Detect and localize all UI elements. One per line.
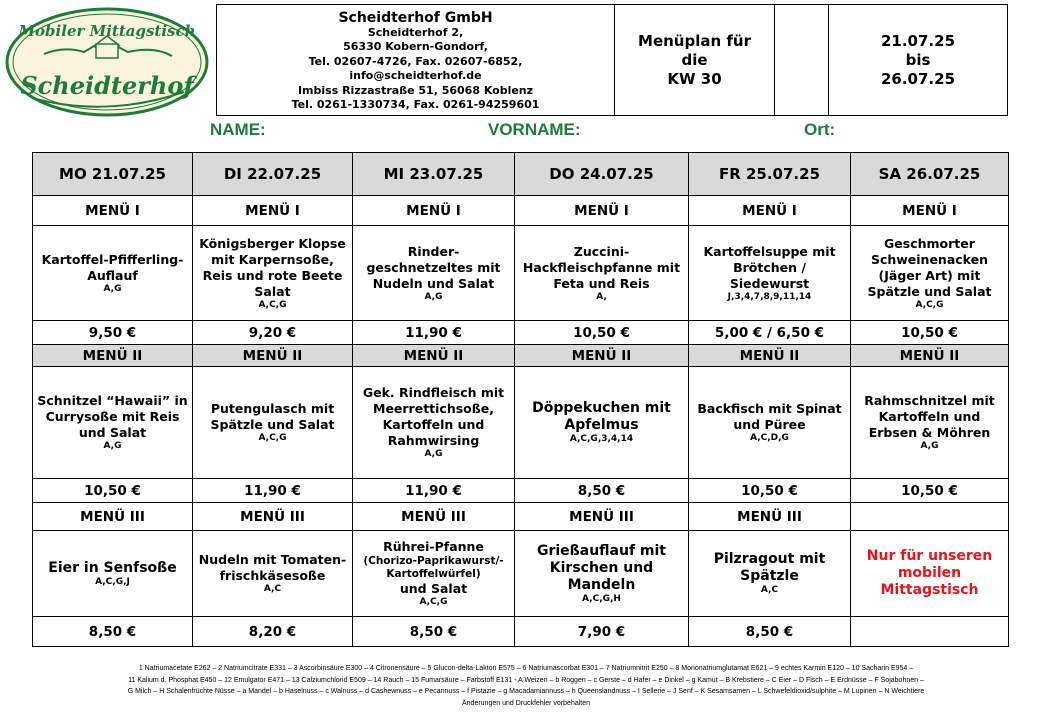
price [851, 617, 1009, 647]
price: 11,90 € [353, 321, 515, 345]
allergens: A,G [103, 441, 122, 451]
menu-label: MENÜ II [689, 345, 851, 367]
day-header: MO 21.07.25 [33, 153, 193, 196]
menu2-label-row [33, 345, 1009, 367]
company-name: Scheidterhof GmbH [338, 9, 493, 26]
menu3-dish-row [33, 531, 1009, 617]
price: 10,50 € [33, 479, 193, 503]
allergens: A,C,G,H [582, 593, 621, 604]
menu-label: MENÜ I [193, 196, 353, 226]
dish-cell [193, 367, 353, 479]
day-header: FR 25.07.25 [689, 153, 851, 196]
allergens: A,C [760, 585, 779, 595]
price: 11,90 € [193, 479, 353, 503]
logo-script-text: Scheidterhof [20, 71, 194, 100]
allergens: A,C,G [258, 433, 287, 443]
price: 10,50 € [851, 479, 1009, 503]
menu2-dish-row [33, 367, 1009, 479]
price: 5,00 € / 6,50 € [689, 321, 851, 345]
vorname-label: VORNAME: [488, 120, 581, 139]
plan-line: Menüplan für [638, 31, 751, 50]
menu-label: MENÜ III [353, 503, 515, 531]
menu-table [32, 152, 1009, 647]
menu3-price-row [33, 617, 1009, 647]
price: 8,50 € [353, 617, 515, 647]
logo-graphic [4, 6, 210, 118]
dish-name: Geschmorter Schweinenacken (Jäger Art) mit Spätzle und Salat [867, 235, 992, 299]
menu3-label-row [33, 503, 1009, 531]
dish-cell [353, 226, 515, 321]
dish-name: Königsberger Klopse mit Karpernsoße, Reis und rote Beete Salat [199, 235, 346, 299]
allergens: A,C,G [915, 299, 944, 310]
menu-label: MENÜ II [353, 345, 515, 367]
allergens: A,C,G,3,4,14 [569, 434, 634, 444]
menu-label [851, 503, 1009, 531]
address-line: info@scheidterhof.de [349, 69, 482, 82]
dish-name: Rührei-Pfanne [383, 539, 484, 554]
price: 10,50 € [515, 321, 689, 345]
allergens: A,C,G,J [95, 576, 130, 587]
price: 8,20 € [193, 617, 353, 647]
allergens: A,C,G [419, 597, 448, 607]
dish-cell [689, 226, 851, 321]
dish-cell [193, 531, 353, 617]
allergens: A,C [263, 584, 282, 594]
menu-label: MENÜ II [193, 345, 353, 367]
disclaimer: Änderungen und Druckfehler vorbehalten [461, 699, 591, 707]
date-to: 26.07.25 [880, 69, 956, 88]
dish-cell [851, 226, 1009, 321]
day-header-row [33, 153, 1009, 196]
menu-label: MENÜ I [689, 196, 851, 226]
dish-cell [515, 226, 689, 321]
price: 8,50 € [689, 617, 851, 647]
legend-line: 11 Kalium d. Phosphat E450 – 12 Emulgator E471 – 13 Calziumchlorid E509 – 14 Rauch – 15 Fumarsäure – Farbstoff E131 - A Weizen – b Roggen – c Gerste – d Hafer – e Dinkel – g Kamut – B Krebstiere – C Eier – D Fisch – E Erdnüsse – F Sojabohnen – [128, 676, 924, 684]
company-logo [4, 6, 210, 118]
dish-subtitle: (Chorizo-Paprikawurst/-Kartoffelwürfel) [363, 555, 504, 580]
dish-name: Rinder-geschnetzeltes mit Nudeln und Salat [366, 243, 501, 291]
allergens: J,3,4,7,8,9,11,14 [727, 291, 812, 302]
legend-line: 1 Natriumacetate E262 – 2 Natriumcitrate E331 – 3 Ascorbinsäure E300 – 4 Citronensäure – 5 Glucon-delta-Lakton E575 – 6 Natriumascorbat E301 – 7 Natriumnitrit E250 – 8 Mononatriumglutamat E621 – 9 echtes Karmin E120 – 10 Sacharin E954 – [138, 665, 914, 672]
menu-label: MENÜ III [689, 503, 851, 531]
menu-label: MENÜ I [33, 196, 193, 226]
dish-name: Putengulasch mit Spätzle und Salat [210, 401, 335, 432]
address-line: Tel. 02607-4726, Fax. 02607-6852, [308, 54, 523, 68]
allergens: A,G [920, 441, 939, 451]
legend-line: G Milch – H Schalenfrüchte Nüsse – a Mandel – b Haselnuss – c Walnuss – d Cashewnuss – e Pecannuss – f Pistazie – g Macadamiannuss – h Queenslandnuss – I Sellerie – J Senf – K Sesamsamen – L Schwefeldioxid/sulphite – M Lupinen – N Weichtiere [127, 688, 925, 696]
logo-top-text: Mobiler Mittagstisch [18, 22, 196, 40]
allergens: A, [596, 291, 607, 302]
address-line: Imbiss Rizzastraße 51, 56068 Koblenz [297, 83, 534, 97]
menu-label: MENÜ I [851, 196, 1009, 226]
menu-label: MENÜ II [33, 345, 193, 367]
dish-cell [515, 367, 689, 479]
date-range [829, 5, 1008, 116]
dish-name: Gek. Rindfleisch mit Meerrettichsoße, Kartoffeln und Rahmwirsing [362, 385, 505, 448]
order-form-line [0, 120, 1040, 142]
menu1-dish-row [33, 226, 1009, 321]
price: 8,50 € [515, 479, 689, 503]
menu-label: MENÜ I [353, 196, 515, 226]
price: 11,90 € [353, 479, 515, 503]
day-header: SA 26.07.25 [851, 153, 1009, 196]
dish-name: Schnitzel “Hawaii” in Currysoße mit Reis und Salat [37, 393, 188, 440]
date-from: 21.07.25 [880, 31, 956, 50]
date-sep: bis [905, 50, 931, 69]
dish-name: Pilzragout mit Spätzle [713, 551, 826, 584]
dish-cell [851, 367, 1009, 479]
dish-name: Nudeln mit Tomaten-frischkäsesoße [198, 552, 347, 583]
allergens: A,G [424, 291, 443, 302]
dish-name: Kartoffel-Pfifferling-Auflauf [41, 251, 184, 283]
dish-name: Grießauflauf mit Kirschen und Mandeln [536, 542, 666, 593]
dish-cell [33, 226, 193, 321]
name-label: NAME: [210, 120, 266, 139]
dish-cell [353, 367, 515, 479]
menu-label: MENÜ II [515, 345, 689, 367]
dish-cell [353, 531, 515, 617]
day-header: MI 23.07.25 [353, 153, 515, 196]
price: 9,20 € [193, 321, 353, 345]
menu1-price-row [33, 321, 1009, 345]
empty-cell [775, 5, 829, 116]
plan-week: KW 30 [667, 69, 722, 88]
dish-cell [33, 531, 193, 617]
dish-name-cont: und Salat [399, 581, 468, 596]
company-info [217, 5, 615, 116]
menu-label: MENÜ III [515, 503, 689, 531]
dish-name: Rahmschnitzel mit Kartoffeln und Erbsen & Möhren [864, 393, 995, 440]
allergens: A,G [103, 283, 122, 294]
day-header: DI 22.07.25 [193, 153, 353, 196]
address-line: Tel. 0261-1330734, Fax. 0261-94259601 [291, 98, 540, 111]
header-table [216, 4, 1008, 116]
dish-name: Zuccini-Hackfleischpfanne mit Feta und Reis [522, 243, 681, 291]
menu-label: MENÜ II [851, 345, 1009, 367]
price: 8,50 € [33, 617, 193, 647]
allergen-legend [50, 663, 1002, 709]
dish-cell [515, 531, 689, 617]
dish-name: Backfisch mit Spinat und Püree [697, 401, 842, 432]
day-header: DO 24.07.25 [515, 153, 689, 196]
price: 9,50 € [33, 321, 193, 345]
menu-label: MENÜ III [193, 503, 353, 531]
notice-text: Nur für unseren mobilen Mittagstisch [866, 548, 993, 598]
address-line: 56330 Kobern-Gondorf, [343, 40, 488, 53]
plan-line: die [681, 50, 708, 69]
address-line: Scheidterhof 2, [367, 25, 464, 39]
menu-label: MENÜ III [33, 503, 193, 531]
allergens: A,G [424, 449, 443, 459]
dish-cell [33, 367, 193, 479]
dish-name: Döppekuchen mit Apfelmus [532, 400, 671, 433]
dish-cell [689, 531, 851, 617]
price: 10,50 € [689, 479, 851, 503]
dish-cell [851, 531, 1009, 617]
dish-cell [689, 367, 851, 479]
ort-label: Ort: [804, 120, 836, 139]
price: 7,90 € [515, 617, 689, 647]
dish-name: Kartoffelsuppe mit Brötchen / Siedewurst [703, 243, 836, 291]
menu1-label-row [33, 196, 1009, 226]
allergens: A,C,D,G [750, 433, 789, 443]
plan-title [615, 5, 775, 116]
price: 10,50 € [851, 321, 1009, 345]
menu2-price-row [33, 479, 1009, 503]
allergens: A,C,G [258, 299, 287, 310]
dish-cell [193, 226, 353, 321]
dish-name: Eier in Senfsoße [48, 559, 177, 576]
menu-label: MENÜ I [515, 196, 689, 226]
